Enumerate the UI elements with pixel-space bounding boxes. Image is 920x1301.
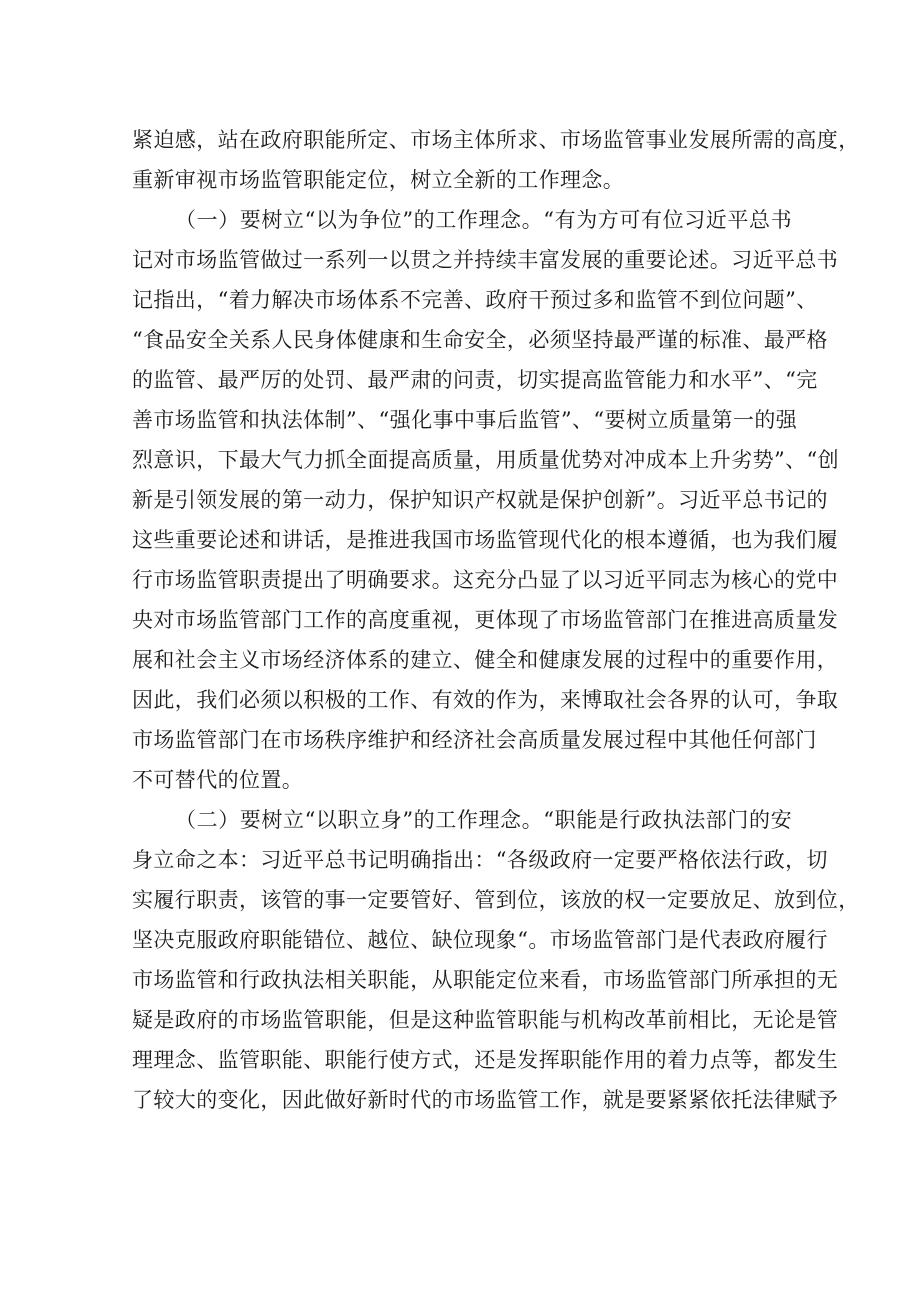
text-line: 记对市场监管做过一系列一以贯之并持续丰富发展的重要论述。习近平总书 — [132, 248, 839, 272]
text-line: 记指出，“着力解决市场体系不完善、政府干预过多和监管不到位问题”、 — [132, 288, 818, 312]
section-heading-line: （一）要树立“以为争位”的工作理念。“有为方可有位习近平总书 — [175, 208, 792, 232]
text-line: 这些重要论述和讲话，是推进我国市场监管现代化的根本遵循，也为我们履 — [132, 528, 839, 552]
text-line: 理理念、监管职能、职能行使方式，还是发挥职能作用的着力点等，都发生 — [132, 1048, 839, 1072]
text-line: 坚决克服政府职能错位、越位、缺位现象“。市场监管部门是代表政府履行 — [132, 928, 828, 952]
text-line: 身立命之本：习近平总书记明确指出：“各级政府一定要严格依法行政，切 — [132, 848, 828, 872]
text-line: 市场监管部门在市场秩序维护和经济社会高质量发展过程中其他任何部门 — [132, 728, 817, 752]
text-line: 因此，我们必须以积极的工作、有效的作为，来博取社会各界的认可，争取 — [132, 688, 839, 712]
text-line: 紧迫感，站在政府职能所定、市场主体所求、市场监管事业发展所需的高度， — [132, 128, 860, 152]
section-heading-line: （二）要树立“以职立身”的工作理念。“职能是行政执法部门的安 — [175, 808, 792, 832]
text-line: 实履行职责，该管的事一定要管好、管到位，该放的权一定要放足、放到位， — [132, 888, 860, 912]
text-line: 央对市场监管部门工作的高度重视，更体现了市场监管部门在推进高质量发 — [132, 608, 839, 632]
text-line: 了较大的变化，因此做好新时代的市场监管工作，就是要紧紧依托法律赋予 — [132, 1088, 839, 1112]
text-line: 善市场监管和执法体制”、“强化事中事后监管”、“要树立质量第一的强 — [132, 408, 798, 432]
text-line: 新是引领发展的第一动力，保护知识产权就是保护创新”。习近平总书记的 — [132, 488, 828, 512]
text-line: 的监管、最严厉的处罚、最严肃的问责，切实提高监管能力和水平”、“完 — [132, 368, 818, 392]
text-line: 行市场监管职责提出了明确要求。这充分凸显了以习近平同志为核心的党中 — [132, 568, 839, 592]
text-line: 不可替代的位置。 — [132, 768, 304, 792]
text-line: 展和社会主义市场经济体系的建立、健全和健康发展的过程中的重要作用， — [132, 648, 839, 672]
text-line: 疑是政府的市场监管职能，但是这种监管职能与机构改革前相比，无论是管 — [132, 1008, 839, 1032]
text-line: 重新审视市场监管职能定位，树立全新的工作理念。 — [132, 168, 625, 192]
text-line: 烈意识，下最大气力抓全面提高质量，用质量优势对冲成本上升劣势”、“创 — [132, 448, 840, 472]
text-line: “食品安全关系人民身体健康和生命安全，必须坚持最严谨的标准、最严格 — [132, 328, 828, 352]
text-line: 市场监管和行政执法相关职能，从职能定位来看，市场监管部门所承担的无 — [132, 968, 839, 992]
